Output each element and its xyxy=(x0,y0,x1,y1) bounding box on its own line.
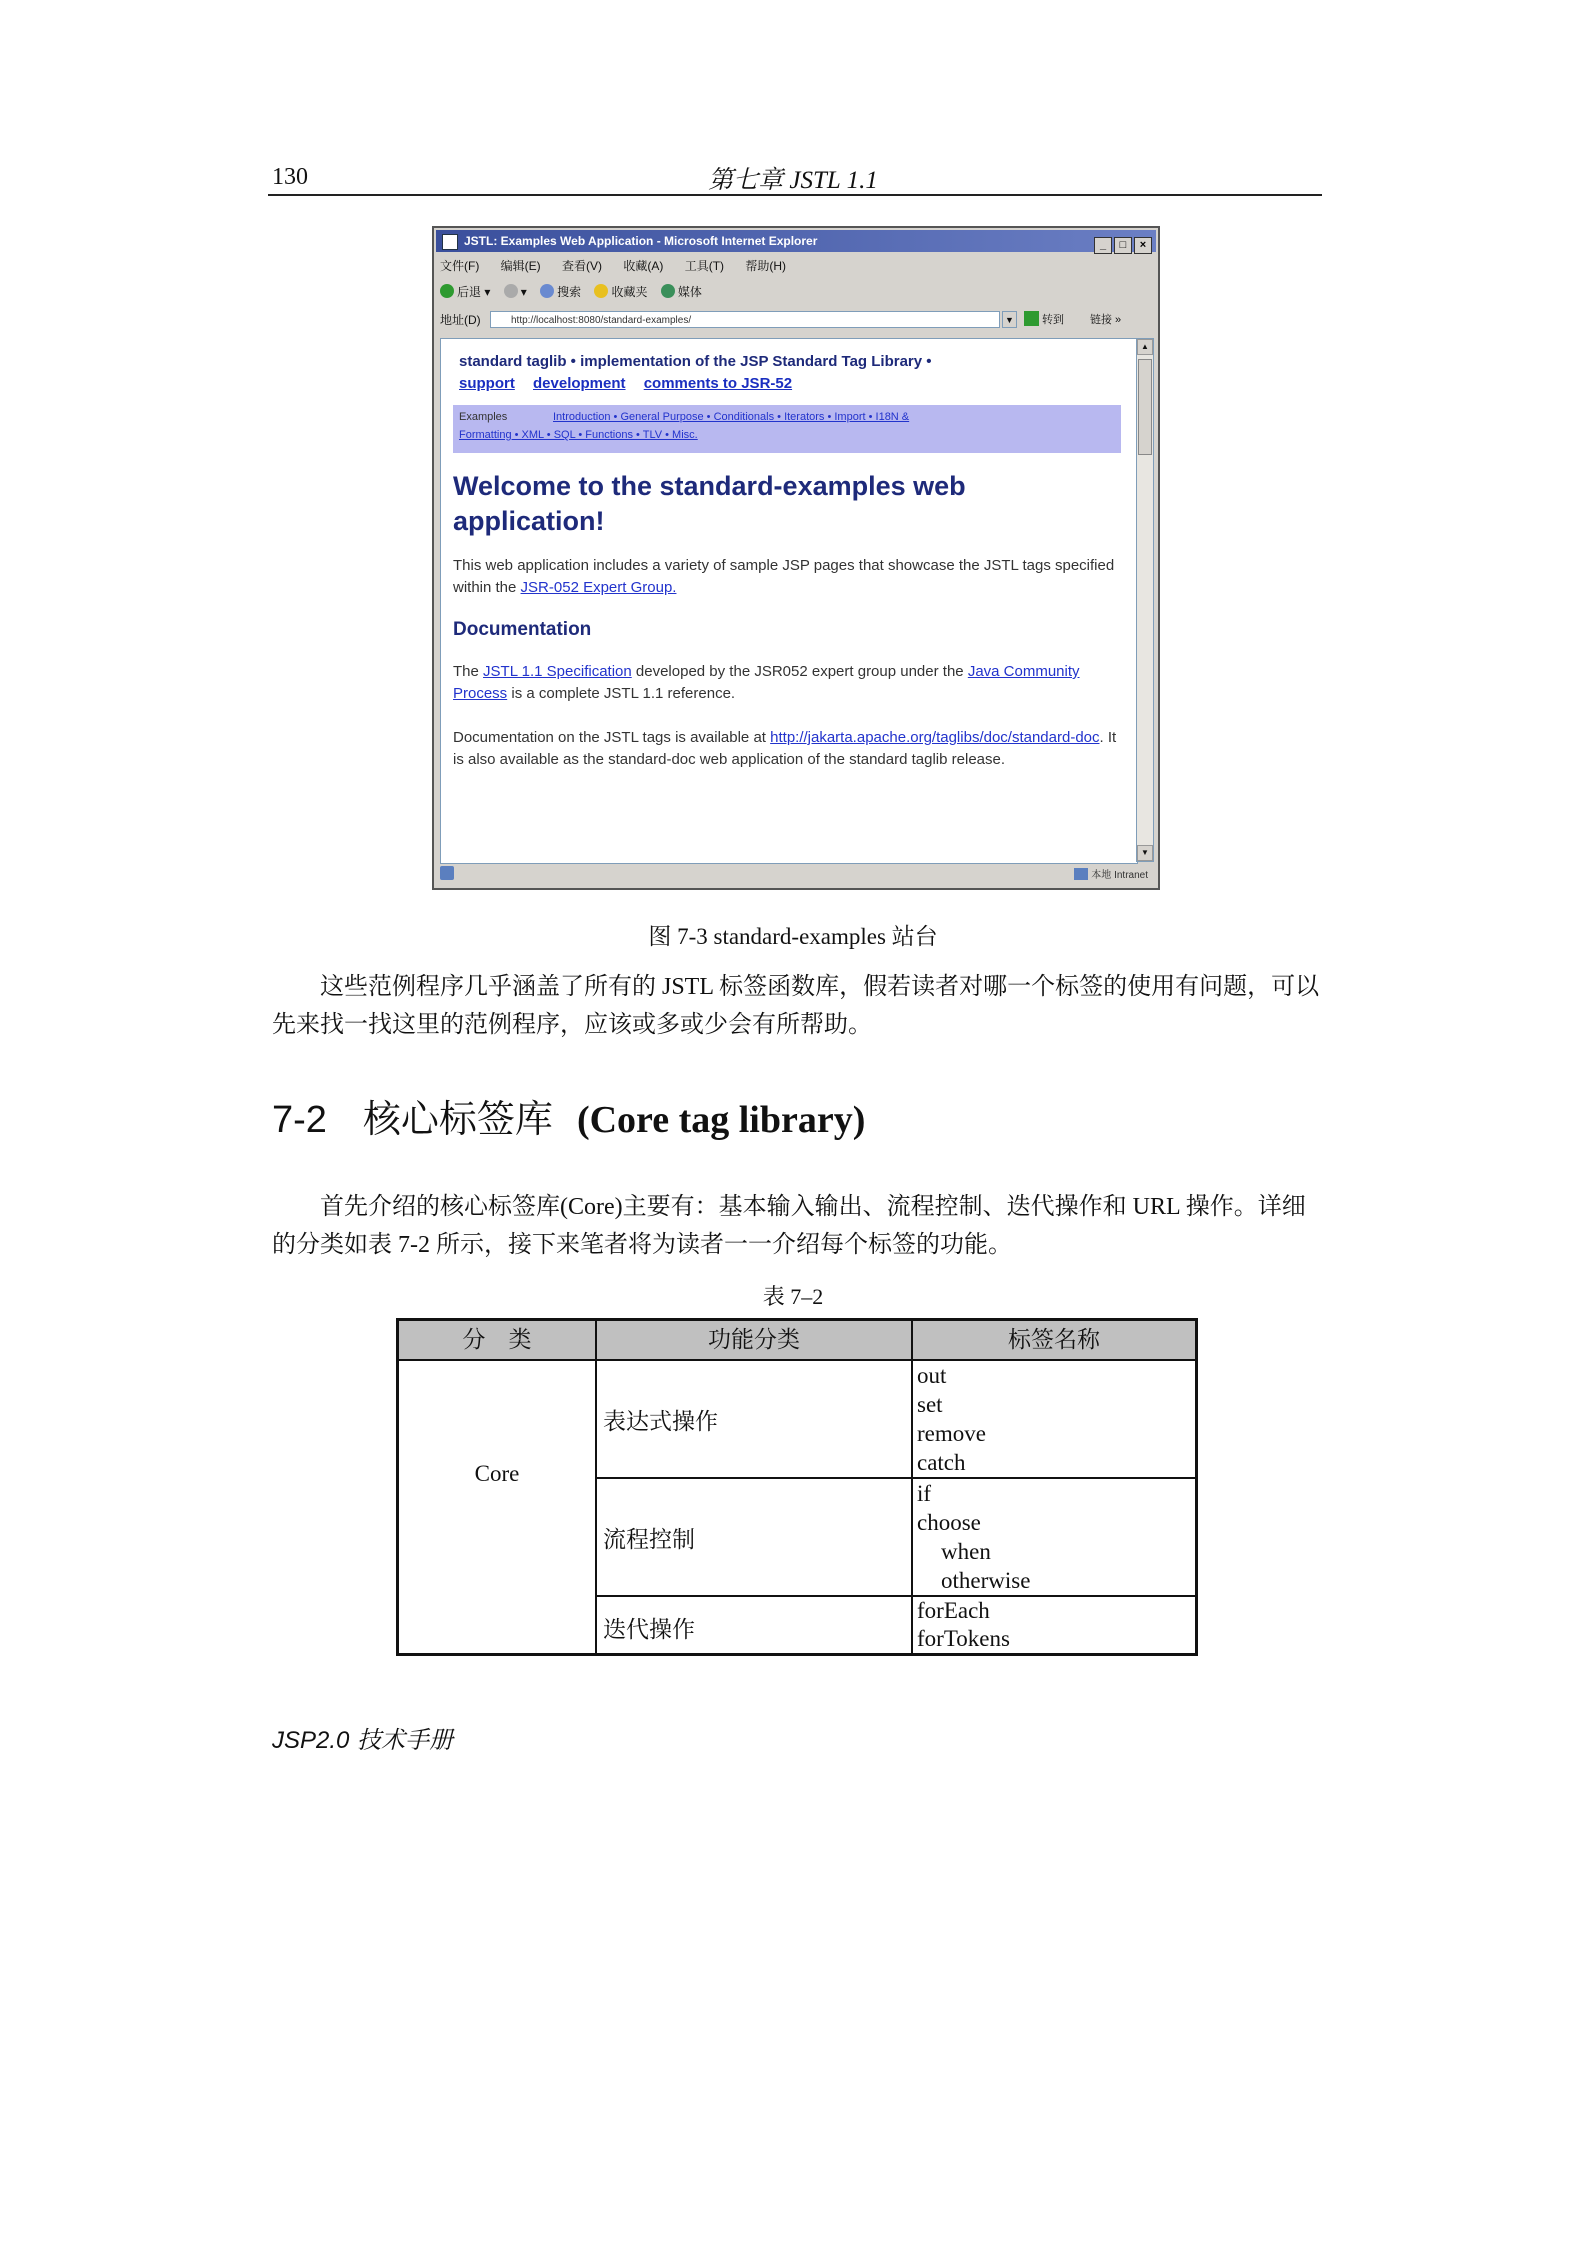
spec-link[interactable]: JSTL 1.1 Specification xyxy=(483,663,632,680)
back-button[interactable]: 后退 ▾ xyxy=(440,280,490,304)
figure-caption: 图 7-3 standard-examples 站台 xyxy=(648,924,938,949)
tag-name: catch xyxy=(917,1450,966,1475)
body-paragraph: 首先介绍的核心标签库(Core)主要有：基本输入输出、流程控制、迭代操作和 URL 操作。详细的分类如表 7-2 所示，接下来笔者将为读者一一介绍每个标签的功能。 xyxy=(272,1194,1306,1258)
header-rule xyxy=(268,194,1322,196)
documentation-heading: Documentation xyxy=(453,619,592,640)
core-tag-table xyxy=(396,1318,1198,1656)
examples-links[interactable]: Formatting • XML • SQL • Functions • TLV • Misc. xyxy=(459,429,698,441)
documentation-paragraph: Documentation on the JSTL tags is available at http://jakarta.apache.org/taglibs/doc/standard-doc. It is also available as the standard-doc web application of the standard taglib release. xyxy=(453,729,1117,768)
section-heading xyxy=(272,1088,865,1143)
media-icon xyxy=(661,284,675,298)
menu-bar xyxy=(440,256,1154,276)
examples-nav xyxy=(453,405,1121,453)
address-input[interactable]: http://localhost:8080/standard-examples/ xyxy=(490,311,1000,328)
browser-titlebar xyxy=(436,230,1156,252)
menu-edit[interactable]: 编辑(E) xyxy=(500,259,541,273)
vertical-scrollbar[interactable] xyxy=(1136,338,1154,862)
scroll-up-icon[interactable]: ▲ xyxy=(1137,339,1153,355)
address-dropdown-button[interactable]: ▼ xyxy=(1002,311,1017,328)
search-icon xyxy=(540,284,554,298)
menu-tools[interactable]: 工具(T) xyxy=(684,259,725,273)
tag-name: otherwise xyxy=(941,1568,1031,1593)
documentation-paragraph: The JSTL 1.1 Specification developed by the JSR052 expert group under the Java Community Process is a complete JSTL 1.1 reference. xyxy=(453,663,1080,702)
scroll-thumb[interactable] xyxy=(1138,359,1152,455)
examples-label: Examples xyxy=(459,411,508,423)
expert-group-link[interactable]: JSR-052 Expert Group. xyxy=(520,579,677,596)
table-cell-category: Core xyxy=(474,1461,520,1486)
back-icon xyxy=(440,284,454,298)
page-viewport xyxy=(440,338,1138,864)
table-divider xyxy=(595,1321,597,1653)
browser-screenshot xyxy=(432,226,1160,890)
table-header-function: 功能分类 xyxy=(597,1321,911,1361)
footer-book-subtitle: 技术手册 xyxy=(349,1726,454,1754)
page-footer xyxy=(272,1720,453,1755)
taglib-header: standard taglib • implementation of the JSP Standard Tag Library • xyxy=(459,353,932,370)
tag-name: if xyxy=(917,1481,932,1506)
table-cell-tags xyxy=(913,1479,1195,1595)
search-button[interactable]: 搜索 xyxy=(540,280,581,304)
media-button[interactable]: 媒体 xyxy=(661,280,702,304)
maximize-button[interactable]: □ xyxy=(1114,237,1132,254)
menu-file[interactable]: 文件(F) xyxy=(440,259,480,273)
body-paragraph: 这些范例程序几乎涵盖了所有的 JSTL 标签函数库，假若读者对哪一个标签的使用有问题，可以先来找一找这里的范例程序，应该或多或少会有所帮助。 xyxy=(272,974,1320,1038)
comments-link[interactable]: comments to JSR-52 xyxy=(643,375,793,392)
footer-book-title: JSP2.0 xyxy=(272,1727,350,1754)
address-label: 地址(D) xyxy=(440,313,481,327)
tag-name: set xyxy=(917,1392,943,1417)
close-button[interactable]: × xyxy=(1134,237,1152,254)
section-title-cn: 核心标签库 xyxy=(362,1097,553,1141)
minimize-button[interactable]: _ xyxy=(1094,237,1112,254)
section-title-en: (Core tag library) xyxy=(576,1099,866,1141)
support-link[interactable]: support xyxy=(459,375,515,392)
jcp-link[interactable]: Java Community Process xyxy=(453,663,1080,702)
development-link[interactable]: development xyxy=(533,375,626,392)
table-cell-function: 迭代操作 xyxy=(603,1617,695,1642)
go-arrow-icon xyxy=(1024,311,1039,326)
menu-help[interactable]: 帮助(H) xyxy=(745,259,787,273)
intro-paragraph: This web application includes a variety of sample JSP pages that showcase the JSTL tags specified within the JSR-052 Expert Group. xyxy=(453,557,1115,596)
favorites-button[interactable]: 收藏夹 xyxy=(594,280,647,304)
status-bar xyxy=(440,866,1154,886)
table-cell-tags xyxy=(913,1361,1195,1477)
security-zone: 本地 Intranet xyxy=(1074,866,1148,886)
page-done-icon xyxy=(440,866,454,880)
tag-name: choose xyxy=(917,1510,981,1535)
forward-button[interactable]: ▾ xyxy=(504,280,527,304)
table-header-tag: 标签名称 xyxy=(913,1321,1195,1361)
intranet-icon xyxy=(1074,868,1088,880)
ie-icon xyxy=(442,234,458,250)
tag-name: when xyxy=(941,1539,991,1564)
table-header-category: 分 类 xyxy=(399,1321,595,1361)
window-buttons xyxy=(1092,233,1152,255)
go-button[interactable]: 转到 xyxy=(1024,311,1078,328)
links-button[interactable]: 链接 » xyxy=(1090,314,1122,326)
tag-name: out xyxy=(917,1363,947,1388)
taglib-header-links xyxy=(459,375,806,392)
table-cell-function: 流程控制 xyxy=(603,1527,695,1552)
tag-name: forEach xyxy=(917,1598,990,1623)
jakarta-doc-link[interactable]: http://jakarta.apache.org/taglibs/doc/standard-doc xyxy=(770,729,1100,746)
menu-view[interactable]: 查看(V) xyxy=(562,259,603,273)
tag-name: remove xyxy=(917,1421,986,1446)
table-cell-tags xyxy=(913,1597,1195,1653)
forward-icon xyxy=(504,284,518,298)
section-number: 7-2 xyxy=(272,1099,327,1141)
table-cell-function: 表达式操作 xyxy=(603,1409,718,1434)
examples-links[interactable]: Introduction • General Purpose • Conditionals • Iterators • Import • I18N & xyxy=(553,411,910,423)
browser-title: JSTL: Examples Web Application - Microsoft Internet Explorer xyxy=(464,234,818,248)
menu-favorites[interactable]: 收藏(A) xyxy=(623,259,664,273)
page-number: 130 xyxy=(272,164,308,190)
scroll-down-icon[interactable]: ▼ xyxy=(1137,845,1153,861)
star-icon xyxy=(594,284,608,298)
welcome-heading: Welcome to the standard-examples web application! xyxy=(453,471,966,536)
toolbar xyxy=(440,280,1154,304)
table-caption: 表 7–2 xyxy=(762,1284,824,1309)
address-bar xyxy=(440,308,1154,332)
tag-name: forTokens xyxy=(917,1626,1010,1651)
running-title: 第七章 JSTL 1.1 xyxy=(708,167,878,194)
